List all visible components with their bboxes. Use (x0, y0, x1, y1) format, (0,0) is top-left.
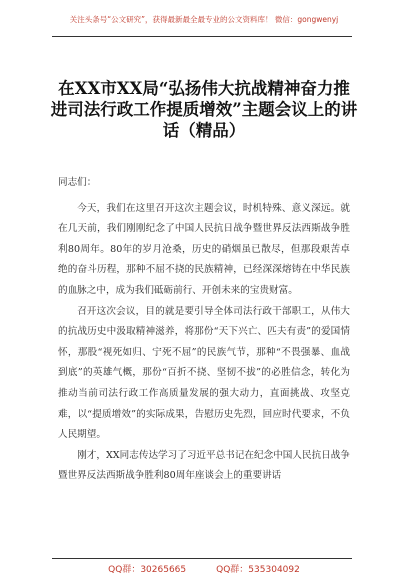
body-paragraph: 今天，我们在这里召开这次主题会议，时机特殊、意义深远。就在几天前，我们刚刚纪念了中国人民抗日战争暨世界反法西斯战争胜利80周年。80年的岁月沧桑，历史的硝烟虽已散尽，但那段艰苦卓绝的奋斗历程，那种不屈不挠的民族精神，已经深深熔铸在中华民族的血脉之中，成为我们砥砺前行、开创未来的宝贵财富。 (58, 202, 350, 296)
document-body (58, 173, 350, 487)
header-notice: 关注头条号“公文研究”，获得最新最全最专业的公文资料库！ 微信：gongwenyj (69, 15, 339, 24)
footer-qq-group-2: QQ群：535304092 (216, 565, 300, 575)
footer-divider (52, 558, 352, 559)
document-title: 在XX市XX局“弘扬伟大抗战精神奋力推进司法行政工作提质增效”主题会议上的讲话（精品） (50, 79, 358, 140)
body-paragraph: 刚才，XX同志传达学习了习近平总书记在纪念中国人民抗日战争暨世界反法西斯战争胜利80周年座谈会上的重要讲话 (58, 449, 350, 482)
header-divider (52, 36, 352, 37)
salutation: 同志们： (58, 177, 97, 188)
footer-qq-group-1: QQ群：30265665 (108, 565, 187, 575)
footer-contacts (0, 562, 408, 575)
body-paragraph: 召开这次会议，目的就是要引导全体司法行政干部职工，从伟大的抗战历史中汲取精神滋养，将那份“天下兴亡、匹夫有责”的爱国情怀，那股“视死如归、宁死不屈”的民族气节，那种“不畏强暴、血战到底”的英雄气概，那份“百折不挠、坚韧不拔”的必胜信念，转化为推动当前司法行政工作高质量发展的强大动力，直面挑战、攻坚克难，以“提质增效”的实际成果，告慰历史先烈，回应时代要求，不负人民期望。 (58, 305, 350, 441)
